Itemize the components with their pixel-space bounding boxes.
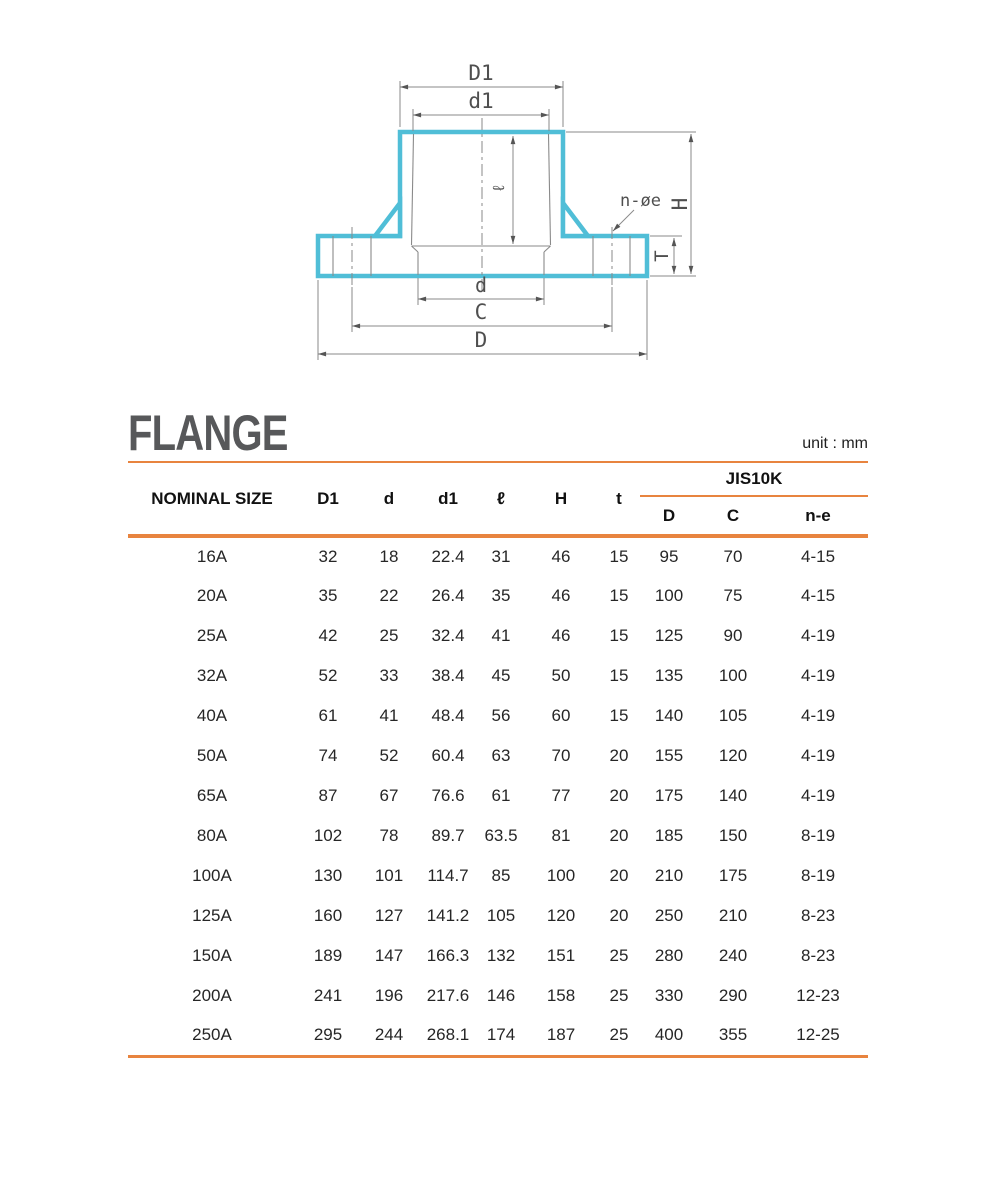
value-cell: 101: [374, 866, 404, 885]
value-cell: 141.2: [426, 906, 470, 925]
value-cell: 74: [318, 746, 338, 765]
value-cell: 32: [318, 547, 338, 566]
value-cell: 155: [654, 746, 684, 765]
col-header-d: d: [360, 462, 418, 536]
value-cell: 70: [551, 746, 571, 765]
value-cell: 32.4: [431, 626, 465, 645]
dim-label-t: T: [651, 250, 673, 262]
value-cell: 22.4: [431, 547, 465, 566]
value-cell: 146: [486, 986, 516, 1005]
value-cell: 15: [609, 626, 629, 645]
table-header-row: [128, 462, 868, 496]
nominal-size-cell: 40A: [196, 706, 228, 725]
nominal-size-cell: 250A: [192, 1025, 232, 1045]
value-cell: 120: [718, 746, 748, 765]
value-cell: 187: [546, 1025, 576, 1045]
table-row: [128, 856, 868, 896]
dim-label-d-outer: D: [474, 328, 488, 352]
col-header-jis-d: D: [640, 496, 698, 536]
value-cell: 400: [654, 1025, 684, 1045]
value-cell: 56: [491, 706, 511, 725]
value-cell: 50: [551, 666, 571, 685]
value-cell: 100: [654, 586, 684, 605]
value-cell: 140: [654, 706, 684, 725]
table-row: [128, 616, 868, 656]
table-row: [128, 736, 868, 776]
value-cell: 25: [609, 946, 629, 965]
value-cell: 280: [654, 946, 684, 965]
group-header-jis10k: JIS10K: [640, 462, 868, 496]
dim-label-d: d: [474, 273, 488, 297]
value-cell: 355: [718, 1025, 748, 1045]
value-cell: 160: [313, 906, 343, 925]
value-cell: 61: [318, 706, 338, 725]
value-cell: 4-19: [801, 786, 836, 805]
value-cell: 22: [379, 586, 399, 605]
value-cell: 25: [379, 626, 399, 645]
value-cell: 90: [723, 626, 743, 645]
value-cell: 114.7: [427, 866, 469, 885]
value-cell: 46: [551, 586, 571, 605]
value-cell: 8-19: [801, 826, 836, 845]
spec-table: [128, 461, 868, 1058]
value-cell: 210: [718, 906, 748, 925]
value-cell: 150: [718, 826, 748, 845]
value-cell: 330: [654, 986, 684, 1005]
value-cell: 244: [374, 1025, 404, 1045]
value-cell: 78: [379, 826, 399, 845]
value-cell: 52: [318, 666, 338, 685]
value-cell: 295: [313, 1025, 343, 1045]
value-cell: 76.6: [431, 786, 465, 805]
nominal-size-cell: 50A: [196, 746, 228, 765]
nominal-size-cell: 25A: [196, 626, 228, 645]
col-header-d1-outer: D1: [296, 462, 360, 536]
value-cell: 48.4: [431, 706, 465, 725]
value-cell: 120: [546, 906, 576, 925]
value-cell: 75: [723, 586, 743, 605]
value-cell: 105: [486, 906, 516, 925]
table-row: [128, 776, 868, 816]
value-cell: 102: [313, 826, 343, 845]
value-cell: 81: [551, 826, 571, 845]
table-row: [128, 816, 868, 856]
value-cell: 147: [374, 946, 404, 965]
value-cell: 4-19: [801, 666, 836, 685]
col-header-nominal-size: NOMINAL SIZE: [128, 462, 296, 536]
nominal-size-cell: 20A: [196, 586, 228, 605]
value-cell: 250: [654, 906, 684, 925]
title-row: [128, 400, 868, 461]
dim-label-h: H: [668, 197, 692, 211]
value-cell: 77: [551, 786, 571, 805]
value-cell: 4-15: [801, 586, 836, 605]
table-row: [128, 536, 868, 576]
table-row: [128, 896, 868, 936]
col-header-jis-c: C: [698, 496, 768, 536]
value-cell: 8-23: [801, 906, 836, 925]
value-cell: 4-19: [801, 706, 836, 725]
value-cell: 15: [609, 547, 629, 566]
table-row: [128, 936, 868, 976]
value-cell: 25: [609, 986, 629, 1005]
value-cell: 15: [609, 586, 629, 605]
nominal-size-cell: 200A: [192, 986, 232, 1005]
nominal-size-cell: 150A: [192, 946, 232, 965]
value-cell: 52: [379, 746, 399, 765]
value-cell: 20: [609, 786, 629, 805]
dim-label-d1-inner: d1: [468, 89, 494, 113]
value-cell: 8-19: [801, 866, 836, 885]
col-header-t: t: [598, 462, 640, 536]
value-cell: 31: [491, 547, 511, 566]
value-cell: 20: [609, 906, 629, 925]
table-row: [128, 656, 868, 696]
value-cell: 95: [659, 547, 679, 566]
value-cell: 25: [609, 1025, 629, 1045]
value-cell: 41: [379, 706, 399, 725]
value-cell: 196: [374, 986, 404, 1005]
value-cell: 41: [491, 626, 511, 645]
value-cell: 125: [654, 626, 684, 645]
value-cell: 46: [551, 547, 571, 566]
nominal-size-cell: 16A: [196, 547, 228, 566]
value-cell: 35: [491, 586, 511, 605]
value-cell: 42: [318, 626, 338, 645]
value-cell: 4-19: [801, 626, 836, 645]
value-cell: 175: [654, 786, 684, 805]
nominal-size-cell: 80A: [196, 826, 228, 845]
value-cell: 127: [374, 906, 404, 925]
nominal-size-cell: 32A: [196, 666, 228, 685]
value-cell: 38.4: [431, 666, 465, 685]
value-cell: 12-23: [796, 986, 840, 1005]
value-cell: 20: [609, 866, 629, 885]
value-cell: 15: [609, 666, 629, 685]
value-cell: 63: [491, 746, 511, 765]
value-cell: 166.3: [426, 946, 470, 965]
value-cell: 8-23: [801, 946, 836, 965]
nominal-size-cell: 100A: [192, 866, 232, 885]
value-cell: 217.6: [426, 986, 470, 1005]
dim-label-c: C: [474, 300, 488, 324]
value-cell: 60.4: [431, 746, 465, 765]
value-cell: 61: [491, 786, 511, 805]
value-cell: 4-15: [801, 547, 836, 566]
value-cell: 70: [723, 547, 743, 566]
value-cell: 105: [718, 706, 748, 725]
flange-diagram: [0, 0, 992, 392]
value-cell: 189: [313, 946, 343, 965]
value-cell: 100: [546, 866, 576, 885]
value-cell: 100: [718, 666, 748, 685]
col-header-h: H: [524, 462, 598, 536]
unit-label: unit : mm: [802, 435, 868, 452]
value-cell: 20: [609, 746, 629, 765]
value-cell: 135: [654, 666, 684, 685]
value-cell: 87: [318, 786, 338, 805]
value-cell: 140: [718, 786, 748, 805]
col-header-d1-inner: d1: [418, 462, 478, 536]
dim-label-ell: ℓ: [489, 183, 508, 193]
dim-label-d1-outer: D1: [468, 61, 494, 85]
value-cell: 4-19: [801, 746, 836, 765]
value-cell: 35: [318, 586, 338, 605]
table-row: [128, 1016, 868, 1056]
col-header-ell: ℓ: [478, 462, 524, 536]
value-cell: 46: [551, 626, 571, 645]
value-cell: 240: [718, 946, 748, 965]
col-header-jis-n-e: n-e: [768, 496, 868, 536]
value-cell: 18: [379, 547, 399, 566]
value-cell: 33: [379, 666, 399, 685]
value-cell: 60: [551, 706, 571, 725]
table-row: [128, 976, 868, 1016]
value-cell: 175: [718, 866, 748, 885]
value-cell: 20: [609, 826, 629, 845]
table-row: [128, 576, 868, 616]
nominal-size-cell: 125A: [192, 906, 232, 925]
value-cell: 45: [491, 666, 511, 685]
value-cell: 132: [486, 946, 516, 965]
value-cell: 290: [718, 986, 748, 1005]
value-cell: 15: [609, 706, 629, 725]
value-cell: 151: [546, 946, 576, 965]
value-cell: 185: [654, 826, 684, 845]
value-cell: 210: [654, 866, 684, 885]
value-cell: 158: [546, 986, 576, 1005]
table-row: [128, 696, 868, 736]
value-cell: 26.4: [431, 586, 465, 605]
value-cell: 174: [486, 1025, 516, 1045]
value-cell: 89.7: [431, 826, 465, 845]
value-cell: 63.5: [484, 826, 518, 845]
value-cell: 85: [491, 866, 511, 885]
value-cell: 12-25: [796, 1025, 840, 1045]
value-cell: 67: [379, 786, 399, 805]
nominal-size-cell: 65A: [196, 786, 228, 805]
value-cell: 130: [313, 866, 343, 885]
value-cell: 268.1: [426, 1025, 470, 1045]
page-title: FLANGE: [128, 405, 288, 461]
dim-label-n-oe: n-øe: [620, 191, 661, 211]
value-cell: 241: [313, 986, 343, 1005]
